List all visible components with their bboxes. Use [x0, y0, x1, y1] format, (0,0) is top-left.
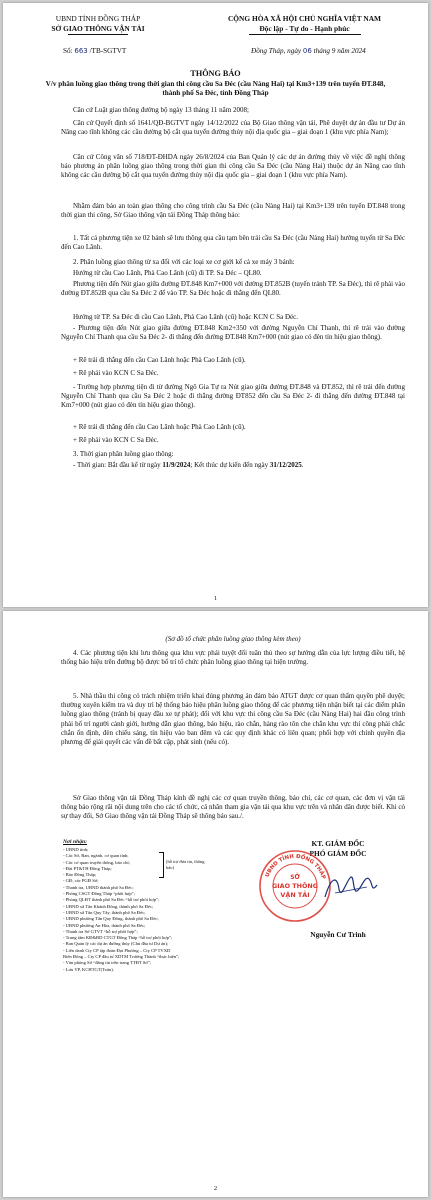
item-2: 2. Phân luồng giao thông từ xa đối với các loại xe cơ giới kể cả xe máy 3 bánh:	[73, 258, 295, 266]
national-motto: Độc lập - Tự do - Hạnh phúc	[259, 23, 350, 33]
intro-paragraph: Nhằm đảm bảo an toàn giao thông cho công trình cầu Sa Đéc (cầu Nàng Hai) tại Km3+139 trên tuyến ĐT.848 trong thời gian thi công, Sở Giao thông vận tải Đồng Tháp thông báo:	[61, 202, 405, 220]
recipient: - Liên danh Cty CP tập đoàn Đạt Phương – Cty CP TVXD	[63, 947, 171, 953]
document-page-2	[3, 611, 428, 1197]
recipients-title: Nơi nhận:	[63, 839, 87, 845]
stamp-text-mid: GIAO THÔNG	[272, 882, 318, 890]
recipient: - GĐ, các PGĐ Sở;	[63, 878, 99, 884]
recipients-bracket	[159, 852, 164, 878]
direction-2-bullet-1: + Rẽ trái đi thẳng đến cầu Cao Lãnh hoặc Phà Cao Lãnh (cũ).	[73, 356, 246, 364]
direction-1-text: Phương tiện đến Nút giao giữa đường ĐT.848 Km7+000 với đường ĐT.852B (tuyến tránh TP. Sa Đéc), thì rẽ phải vào đường ĐT.852B qua cầu Sa Đéc 2 để vào TP. Sa Đéc hoặc đi thẳng đến QL80.	[61, 280, 405, 298]
recipient: - Các cơ quan truyền thông, báo chí;	[63, 859, 130, 865]
direction-2-title: Hướng từ TP. Sa Đéc đi cầu Cao Lãnh, Phà Cao Lãnh (cũ) hoặc KCN C Sa Đéc.	[73, 313, 299, 321]
recipient: - UBND xã Tân Quy Tây, thành phố Sa Đéc;	[63, 909, 146, 915]
recipient: - Văn phòng Sở “đăng tin trên trang TTĐT Sở”;	[63, 960, 152, 966]
recipient: - Đài PT&TH Đồng Tháp;	[63, 865, 112, 871]
date-suffix: tháng 9 năm 2024	[313, 47, 366, 55]
direction-1-title: Hướng từ cầu Cao Lãnh, Phà Cao Lãnh (cũ) đi TP. Sa Đéc – QL80.	[73, 269, 262, 277]
item-4-text: 4. Các phương tiện khi lưu thông qua khu vực phải tuyệt đối tuân thủ theo sự hướng dẫn của lực lượng điều tiết, hệ thống báo hiệu trên đường bộ được bố trí tổ chức phân luồng giao thông tại hiện trường.	[61, 649, 405, 667]
time-start: 11/9/2024	[162, 461, 191, 469]
recipient: - Thanh tra Sở GTVT “hỗ trợ phối hợp”;	[63, 928, 138, 934]
document-subtitle: V/v phân luồng giao thông trong thời gian thi công cầu Sa Đéc (cầu Nàng Hai) tại Km3+139 trên tuyến ĐT.848, thành phố Sa Đéc, tỉnh Đồng Tháp	[45, 80, 386, 98]
time-mid: ; Kết thúc dự kiến đến ngày	[190, 461, 270, 469]
page-number-1: 1	[213, 595, 218, 602]
recipient: - Ban Quản lý các dự án đường thủy (Chủ đầu tư Dự án);	[63, 941, 169, 947]
direction-2-bullet-2: + Rẽ phải vào KCN C Sa Đéc.	[73, 369, 159, 377]
recipient: - Trung tâm KĐ&BD CTGT Đồng Tháp “hỗ trợ phối hợp”;	[63, 935, 173, 941]
issuer-province: UBND TỈNH ĐỒNG THÁP	[55, 14, 141, 23]
document-page-1	[3, 3, 428, 607]
time-prefix: - Thời gian: Bắt đầu kể từ ngày	[73, 461, 163, 469]
item-5: 5. Nhà thầu thi công có trách nhiệm triển khai đúng phương án đảm bảo ATGT được cơ quan thẩm quyền phê duyệt; thường xuyên kiểm tra và duy trì hệ thống báo hiệu phân luồng giao thông để các phương tiện nhận biết tại các điểm phân luồng giao thông (tránh bị quay đầu xe tự phát); đối với khu vực thi công cầu Sa Đéc (cầu Nàng Hai) hai đầu công trình phải bố trí người cảnh giới, hướng dẫn giao thông, báo hiệu, rào chắn, hàng rào tôn che chắn khu vực thi công phải chắc chắn ổn định, đèn chiếu sáng, tín hiệu vào ban đêm và các quy định khác có liên quan; phối hợp với chính quyền địa phương để giải quyết các vấn đề bất cập, phát sinh (nếu có).	[61, 692, 405, 747]
direction-2-text-1: - Phương tiện đến Nút giao giữa đường ĐT.848 Km2+350 với đường Nguyễn Chí Thanh, thì rẽ trái vào đường Nguyễn Chí Thanh qua cầu Sa Đéc 2- đi thẳng đến đường ĐT.848 Km7+000 (nút giao có đèn tín hiệu giao thông).	[61, 324, 405, 342]
ref-suffix: /TB-SGTVT	[89, 47, 127, 55]
signer-name: Nguyễn Cư Trinh	[310, 930, 366, 939]
handwritten-signature	[321, 867, 381, 907]
recipient: - UBND tỉnh;	[63, 847, 89, 852]
time-line	[61, 461, 405, 470]
recipient: - Lưu VP, KCHTGT(Toán).	[63, 966, 114, 972]
page-number-2: 2	[213, 1185, 218, 1192]
recipient: - UBND xã Tân Khánh Đông, thành phố Sa Đéc;	[63, 903, 154, 909]
date-prefix: Đồng Tháp, ngày	[251, 47, 302, 55]
map-note: (Sơ đồ tổ chức phân luồng giao thông kèm theo)	[165, 635, 301, 643]
recipient: - Báo Đồng Tháp;	[63, 872, 97, 878]
recipient: - UBND phường An Hòa, thành phố Sa Đéc;	[63, 922, 146, 928]
ref-number: 663	[74, 47, 88, 55]
recipient: - Thanh tra, UBND thành phố Sa Đéc;	[63, 884, 134, 890]
recipient: Biển Đông – Cty CP đầu tư XDTM Trường Thành “thực hiện”;	[63, 954, 180, 960]
time-suffix: .	[301, 461, 304, 469]
direction-2-text-2: - Trường hợp phương tiện đi từ đường Ngô Gia Tự ra Nút giao giữa đường ĐT.848 và ĐT.852, thì rẽ trái đến đường Nguyễn Chí Thanh qua cầu Sa Đéc 2 hoặc đi thẳng đường ĐT852 đến cầu Sa Đéc 2- đi thẳng đến đường ĐT.848 tại Km7+000 (nút giao có đèn tín hiệu giao thông).	[61, 383, 405, 410]
date-day: 06	[302, 47, 312, 55]
document-date	[251, 47, 366, 55]
sign-title-1: KT. GIÁM ĐỐC	[311, 839, 365, 848]
time-end: 31/12/2025	[269, 461, 302, 469]
recipient: - Phòng QLĐT thành phố Sa Đéc “hỗ trợ phối hợp”;	[63, 897, 160, 903]
sign-title-2: PHÓ GIÁM ĐỐC	[309, 849, 367, 858]
stamp-ring-text: UBND TỈNH ĐỒNG THÁP	[264, 853, 327, 880]
stamp-text-top: SỞ	[290, 874, 300, 881]
motto-underline	[249, 34, 361, 35]
stamp-text-bot: VẬN TẢI	[280, 891, 310, 899]
basis-paragraph-1: Căn cứ Luật giao thông đường bộ ngày 13 tháng 11 năm 2008;	[73, 106, 249, 114]
basis-paragraph-3: Căn cứ Công văn số 718/ĐT-ĐHDA ngày 26/8/2024 của Ban Quản lý các dự án đường thủy về việc đề nghị thông báo phương án phân luồng giao thông trong thời gian thi công cầu Sa Đéc (cầu Nàng Hai) thuộc dự án Nâng cao tĩnh không các cầu đường bộ cắt qua tuyến đường thủy nội địa quốc gia – giai đoạn 1 (khu vực phía Nam).	[61, 153, 405, 180]
item-4	[61, 649, 405, 667]
recipients-bracket-note: (hỗ trợ đưa tin, thông báo)	[166, 859, 205, 870]
issuer-underline	[68, 34, 128, 35]
direction-2-bullet-3: + Rẽ trái đi thẳng đến cầu Cao Lãnh hoặc Phà Cao Lãnh (cũ).	[73, 423, 246, 431]
ref-prefix: Số:	[63, 47, 73, 55]
item-1: 1. Tất cả phương tiện xe 02 bánh sẽ lưu thông qua cầu tạm bên trái cầu Sa Đéc (cầu Nàng Hai) hướng tuyến từ Sa Đéc đến Cao Lãnh.	[61, 234, 405, 252]
direction-2-bullet-4: + Rẽ phải vào KCN C Sa Đéc.	[73, 436, 159, 444]
document-reference	[63, 47, 126, 55]
recipient: - Các Sở, Ban, ngành, cơ quan tỉnh;	[63, 853, 129, 859]
document-title: THÔNG BÁO	[190, 69, 241, 78]
national-motto-block	[181, 14, 428, 35]
national-name: CỘNG HÒA XÃ HỘI CHỦ NGHĨA VIỆT NAM	[227, 14, 382, 23]
recipient: - Phòng CSGT Đồng Tháp “phối hợp”;	[63, 891, 135, 897]
closing-paragraph: Sở Giao thông vận tải Đồng Tháp kính đề nghị các cơ quan truyền thông, báo chí, các cơ quan, các đơn vị vận tải thông báo rộng rãi nội dung trên cho các tổ chức, cá nhân tham gia vận tải qua khu vực trên và nhân dân được biết. Khi có sự thay đổi, Sở Giao thông vận tải Đồng Tháp sẽ thông báo sau./.	[61, 794, 405, 821]
item-3: 3. Thời gian phân luồng giao thông:	[73, 450, 174, 458]
basis-paragraph-2: Căn cứ Quyết định số 1641/QĐ-BGTVT ngày 14/12/2022 của Bộ Giao thông vận tải, Phê duyệt dự án đầu tư Dự án Nâng cao tĩnh không các cầu đường bộ cắt qua tuyến đường thủy nội địa quốc gia – giai đoạn 1 (khu vực phía Nam);	[61, 119, 405, 137]
recipient: - UBND phường Tân Quy Đông, thành phố Sa Đéc;	[63, 916, 159, 922]
issuer-department: SỞ GIAO THÔNG VẬN TẢI	[51, 23, 145, 33]
issuer-block	[3, 14, 193, 35]
